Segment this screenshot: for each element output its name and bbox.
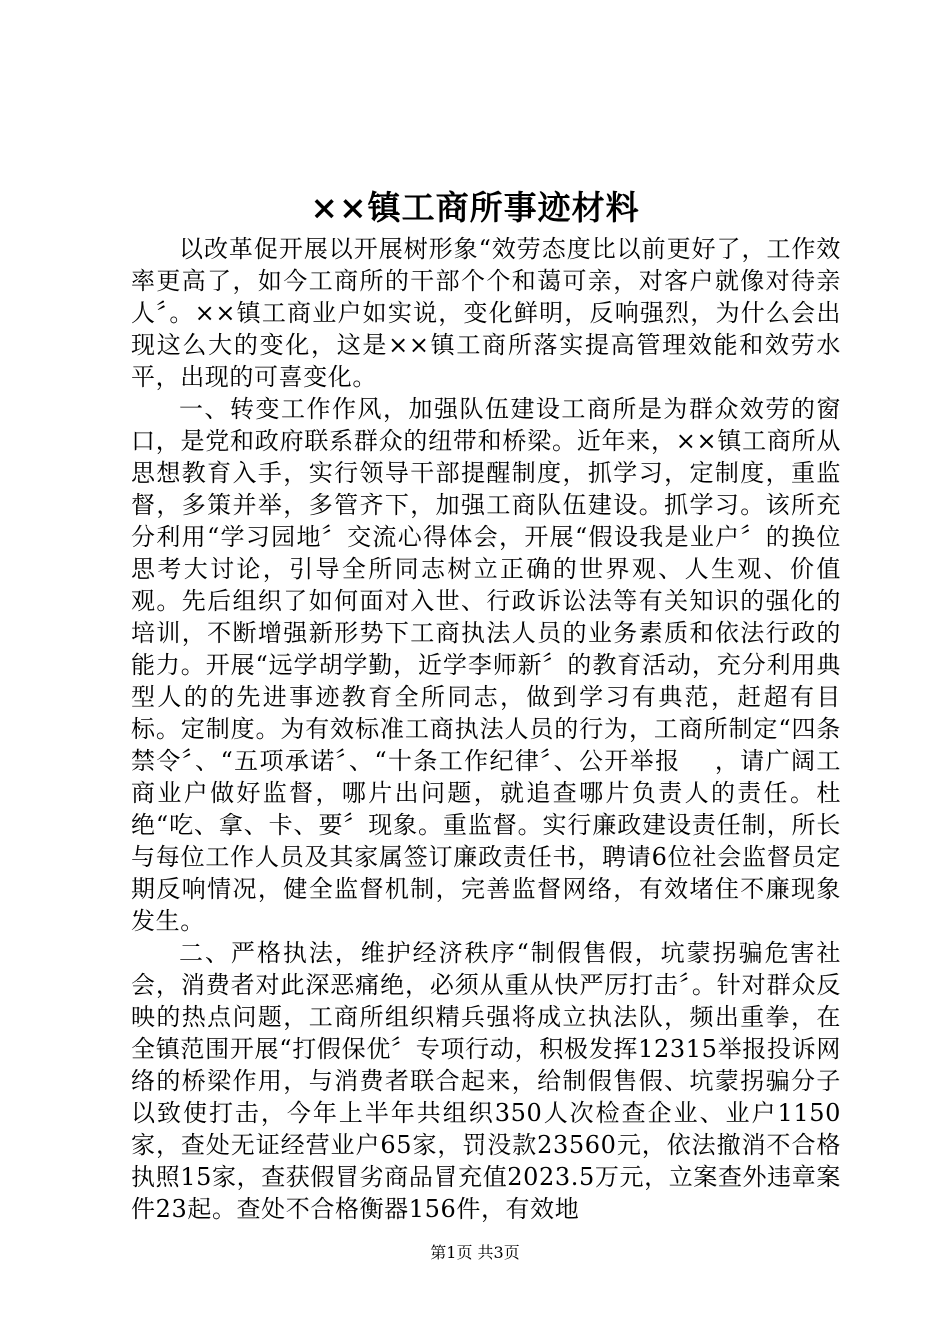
paragraph-section-one: 一、转变工作作风，加强队伍建设工商所是为群众效劳的窗口，是党和政府联系群众的纽带和桥梁。近年来，××镇工商所从思想教育入手，实行领导干部提醒制度，抓学习，定制度，重监督，多策并举，多管齐下，加强工商队伍建设。抓学习。该所充分利用“学习园地〞交流心得体会，开展“假设我是业户〞的换位思考大讨论，引导全所同志树立正确的世界观、人生观、价值观。先后组织了如何面对入世、行政诉讼法等有关知识的强化的培训，不断增强新形势下工商执法人员的业务素质和依法行政的能力。开展“远学胡学勤，近学李师新〞的教育活动，充分利用典型人的的先进事迹教育全所同志，做到学习有典范，赶超有目标。定制度。为有效标准工商执法人员的行为，工商所制定“四条禁令〞、“五项承诺〞、“十条工作纪律〞、公开举报 ，请广阔工商业户做好监督，哪片出问题，就追查哪片负责人的责任。杜绝“吃、拿、卡、要〞现象。重监督。实行廉政建设责任制，所长与每位工作人员及其家属签订廉政责任书，聘请6位社会监督员定期反响情况，健全监督机制，完善监督网络，有效堵住不廉现象发生。 xyxy=(131,395,841,935)
document-body xyxy=(131,233,841,1225)
document-title: ××镇工商所事迹材料 xyxy=(310,188,640,227)
paragraph-intro: 以改革促开展以开展树形象“效劳态度比以前更好了，工作效率更高了，如今工商所的干部个个和蔼可亲，对客户就像对待亲人〞。××镇工商业户如实说，变化鲜明，反响强烈，为什么会出现这么大的变化，这是××镇工商所落实提高管理效能和效劳水平，出现的可喜变化。 xyxy=(131,235,841,391)
page-number-footer: 第1页 共3页 xyxy=(430,1243,520,1262)
paragraph-section-two: 二、严格执法，维护经济秩序“制假售假，坑蒙拐骗危害社会，消费者对此深恶痛绝，必须从重从快严厉打击〞。针对群众反映的热点问题，工商所组织精兵强将成立执法队，频出重拳，在全镇范围开展“打假保优〞专项行动，积极发挥12315举报投诉网络的桥梁作用，与消费者联合起来，给制假售假、坑蒙拐骗分子以致使打击，今年上半年共组织350人次检查企业、业户1150家，查处无证经营业户65家，罚没款23560元，依法撤消不合格执照15家，查获假冒劣商品冒充值2023.5万元，立案查外违章案件23起。查处不合格衡器156件，有效地 xyxy=(131,939,841,1223)
